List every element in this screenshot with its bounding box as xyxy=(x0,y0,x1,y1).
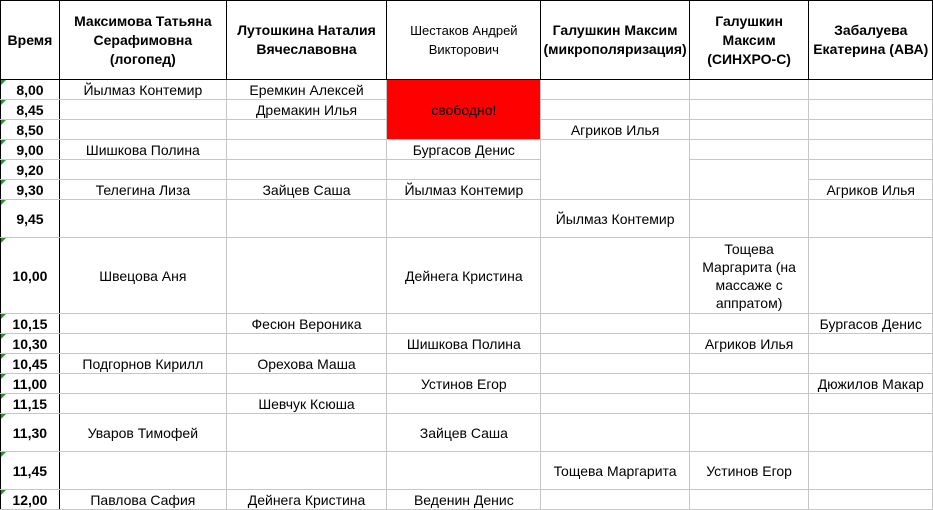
cell[interactable]: Веденин Денис xyxy=(387,490,541,510)
table-row xyxy=(1,490,933,510)
cell[interactable] xyxy=(809,238,933,314)
free-slot-cell[interactable]: свободно! xyxy=(387,80,541,140)
cell[interactable] xyxy=(541,394,689,414)
cell[interactable] xyxy=(387,394,541,414)
cell[interactable] xyxy=(387,452,541,490)
cell[interactable] xyxy=(226,238,386,314)
time-cell[interactable]: 11,45 xyxy=(1,452,60,490)
cell[interactable] xyxy=(59,334,226,354)
cell[interactable]: Агриков Илья xyxy=(809,180,933,200)
time-cell[interactable]: 8,00 xyxy=(1,80,60,100)
cell[interactable] xyxy=(541,100,689,120)
header-time[interactable]: Время xyxy=(1,1,60,80)
cell[interactable]: Орехова Маша xyxy=(226,354,386,374)
cell[interactable]: Дейнега Кристина xyxy=(387,238,541,314)
cell[interactable] xyxy=(226,160,386,180)
cell[interactable]: Зайцев Саша xyxy=(226,180,386,200)
cell[interactable] xyxy=(689,394,809,414)
cell[interactable] xyxy=(59,374,226,394)
cell[interactable] xyxy=(809,414,933,452)
cell[interactable]: Шишкова Полина xyxy=(59,140,226,160)
cell[interactable] xyxy=(689,414,809,452)
table-row xyxy=(1,452,933,490)
cell[interactable]: Дейнега Кристина xyxy=(226,490,386,510)
cell[interactable]: Йылмаз Контемир xyxy=(541,200,689,238)
time-cell[interactable]: 9,45 xyxy=(1,200,60,238)
cell[interactable] xyxy=(226,140,386,160)
table-row xyxy=(1,374,933,394)
cell[interactable]: Шишкова Полина xyxy=(387,334,541,354)
cell[interactable] xyxy=(689,80,809,100)
header-lutoshkina[interactable]: Лутошкина Наталия Вячеславовна xyxy=(226,1,386,80)
cell[interactable] xyxy=(541,334,689,354)
cell[interactable] xyxy=(59,452,226,490)
cell[interactable] xyxy=(809,334,933,354)
cell[interactable] xyxy=(689,140,809,160)
cell[interactable] xyxy=(226,120,386,140)
cell[interactable] xyxy=(809,394,933,414)
cell[interactable]: Шевчук Ксюша xyxy=(226,394,386,414)
cell[interactable]: Зайцев Саша xyxy=(387,414,541,452)
cell[interactable] xyxy=(689,314,809,334)
table-row xyxy=(1,140,933,160)
table-row xyxy=(1,314,933,334)
time-cell[interactable]: 11,30 xyxy=(1,414,60,452)
cell[interactable] xyxy=(689,354,809,374)
cell[interactable] xyxy=(59,394,226,414)
cell[interactable]: Агриков Илья xyxy=(689,334,809,354)
cell[interactable] xyxy=(541,354,689,374)
cell[interactable] xyxy=(689,490,809,510)
cell[interactable]: Фесюн Вероника xyxy=(226,314,386,334)
cell[interactable] xyxy=(387,200,541,238)
time-cell[interactable]: 11,00 xyxy=(1,374,60,394)
cell[interactable] xyxy=(689,160,809,200)
time-cell[interactable]: 8,45 xyxy=(1,100,60,120)
cell[interactable] xyxy=(689,120,809,140)
time-cell[interactable]: 9,30 xyxy=(1,180,60,200)
cell[interactable] xyxy=(809,80,933,100)
header-maksimova[interactable]: Максимова Татьяна Серафимовна (логопед) xyxy=(59,1,226,80)
cell[interactable] xyxy=(541,490,689,510)
cell[interactable] xyxy=(809,100,933,120)
cell[interactable] xyxy=(541,314,689,334)
cell[interactable] xyxy=(541,414,689,452)
cell[interactable]: Дюжилов Макар xyxy=(809,374,933,394)
cell[interactable]: Йылмаз Контемир xyxy=(387,180,541,200)
table-row xyxy=(1,200,933,238)
cell[interactable]: Павлова Сафия xyxy=(59,490,226,510)
table-row xyxy=(1,160,933,180)
cell[interactable] xyxy=(226,452,386,490)
cell[interactable] xyxy=(541,374,689,394)
cell[interactable] xyxy=(809,160,933,180)
header-zabalueva[interactable]: Забалуева Екатерина (АВА) xyxy=(809,1,933,80)
cell[interactable] xyxy=(59,200,226,238)
cell[interactable]: Устинов Егор xyxy=(387,374,541,394)
cell[interactable]: Агриков Илья xyxy=(541,120,689,140)
time-cell[interactable]: 9,00 xyxy=(1,140,60,160)
cell[interactable]: Подгорнов Кирилл xyxy=(59,354,226,374)
cell[interactable] xyxy=(226,200,386,238)
cell[interactable] xyxy=(689,100,809,120)
cell[interactable] xyxy=(809,354,933,374)
table-row xyxy=(1,414,933,452)
cell[interactable]: Тощева Маргарита xyxy=(541,452,689,490)
table-row xyxy=(1,238,933,314)
time-cell[interactable]: 9,20 xyxy=(1,160,60,180)
cell[interactable] xyxy=(226,414,386,452)
header-row xyxy=(1,1,933,80)
cell[interactable]: Бургасов Денис xyxy=(809,314,933,334)
time-cell[interactable]: 11,15 xyxy=(1,394,60,414)
cell[interactable] xyxy=(226,374,386,394)
cell[interactable] xyxy=(809,490,933,510)
cell[interactable]: Тощева Маргарита (на массаже с аппратом) xyxy=(689,238,809,314)
cell[interactable] xyxy=(809,120,933,140)
header-galushkin-micro[interactable]: Галушкин Максим (микрополяризация) xyxy=(541,1,689,80)
time-cell[interactable]: 10,00 xyxy=(1,238,60,314)
cell[interactable]: Бургасов Денис xyxy=(387,140,541,160)
header-shestakov[interactable]: Шестаков Андрей Викторович xyxy=(387,1,541,80)
time-cell[interactable]: 8,50 xyxy=(1,120,60,140)
time-cell[interactable]: 10,45 xyxy=(1,354,60,374)
cell[interactable] xyxy=(541,80,689,100)
cell[interactable] xyxy=(59,160,226,180)
cell[interactable]: Йылмаз Контемир xyxy=(59,80,226,100)
cell[interactable]: Устинов Егор xyxy=(689,452,809,490)
cell[interactable] xyxy=(809,140,933,160)
cell[interactable]: Уваров Тимофей xyxy=(59,414,226,452)
cell[interactable] xyxy=(809,200,933,238)
time-cell[interactable]: 10,15 xyxy=(1,314,60,334)
cell[interactable]: Швецова Аня xyxy=(59,238,226,314)
cell[interactable] xyxy=(809,452,933,490)
header-galushkin-sinhro[interactable]: Галушкин Максим (СИНХРО-С) xyxy=(689,1,809,80)
cell[interactable] xyxy=(387,314,541,334)
cell[interactable] xyxy=(59,120,226,140)
time-cell[interactable]: 12,00 xyxy=(1,490,60,510)
cell[interactable]: Еремкин Алексей xyxy=(226,80,386,100)
cell[interactable] xyxy=(226,334,386,354)
cell[interactable] xyxy=(387,354,541,374)
table-row xyxy=(1,334,933,354)
cell[interactable] xyxy=(689,374,809,394)
time-cell[interactable]: 10,30 xyxy=(1,334,60,354)
cell[interactable] xyxy=(689,200,809,238)
table-row xyxy=(1,394,933,414)
table-row xyxy=(1,80,933,100)
cell[interactable] xyxy=(541,238,689,314)
cell[interactable] xyxy=(59,100,226,120)
cell[interactable]: Дремакин Илья xyxy=(226,100,386,120)
cell[interactable] xyxy=(59,314,226,334)
table-row xyxy=(1,354,933,374)
cell[interactable] xyxy=(387,160,541,180)
cell[interactable] xyxy=(541,140,689,200)
cell[interactable]: Телегина Лиза xyxy=(59,180,226,200)
